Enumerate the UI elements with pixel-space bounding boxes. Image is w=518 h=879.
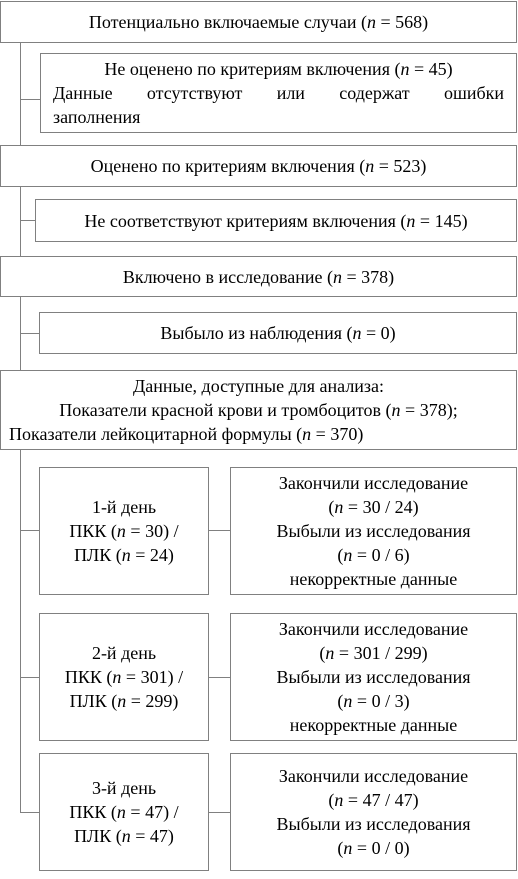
day-3-finished-value [328,788,418,812]
day-3-dropped-numbers: = 0 / 0) [352,838,410,858]
day-2-finished-n: n [325,643,335,663]
day-2-dropped-numbers: = 0 / 3) [352,691,410,711]
day-2-note: некорректные данные [289,715,458,735]
day-2-pkk-label: ПКК ( [64,667,113,687]
day-1-plk-value: = 24) [130,545,174,565]
potential-cases-n: n [366,12,376,32]
potential-cases-box [0,1,517,43]
dropped-text [160,321,395,345]
day-3-plk-value: = 47) [130,826,174,846]
not-matching-text [84,209,467,233]
day-3-result-box [230,753,517,871]
day-3-plk-n: n [121,826,131,846]
day-2-finished-value [319,641,427,665]
day-3-finished-label: Закончили исследование [278,766,469,786]
available-rbc-label: Показатели красной крови и тромбоцитов ( [59,400,392,420]
day-1-dropped-open: ( [337,545,344,565]
potential-cases-value: = 568) [375,12,429,32]
day-3-pkk [69,800,178,824]
day-2-finished-numbers: = 301 / 299) [334,643,428,663]
day-3-plk [74,824,174,848]
dropped-box [39,312,517,354]
day-3-finished-open: ( [328,790,335,810]
not-assessed-title [104,57,452,81]
day-3-box [39,753,209,871]
day-1-result-box [230,467,517,595]
not-assessed-reason-line1: Данные отсутствуют или содержат ошибки [53,83,504,103]
available-wbc-n: n [302,424,312,444]
branch-connector-not-matching [20,220,35,221]
day-2-plk-label: ПЛК ( [69,691,118,711]
day-1-finished-value [328,495,418,519]
day-3-pkk-n: n [116,802,126,822]
day-2-dropped-value [337,689,409,713]
not-assessed-value: = 45) [409,59,453,79]
assessed-box [0,145,517,187]
potential-cases-text [89,10,428,34]
dropped-n: n [352,323,362,343]
potential-cases-label: Потенциально включаемые случаи ( [88,12,367,32]
day-2-result-box [230,613,517,741]
branch-connector-day-2 [20,677,39,678]
not-assessed-label: Не оценено по критериям включения ( [104,59,401,79]
day-1-dropped-value [337,543,409,567]
branch-connector-dropped [20,333,39,334]
day-1-pkk-n: n [116,521,126,541]
day-3-dropped-label: Выбыли из исследования [276,814,471,834]
day-1-finished-label: Закончили исследование [278,473,469,493]
not-assessed-box [40,53,517,133]
day-2-plk-value: = 299) [126,691,179,711]
branch-connector-day-1 [20,530,39,531]
day-1-box [39,467,209,595]
main-spine-connector [20,42,21,374]
available-rbc-value: = 378); [400,400,458,420]
dropped-value: = 0) [361,323,396,343]
not-matching-value: = 145) [415,210,468,231]
included-label: Включено в исследование ( [122,266,334,287]
day-2-dropped-open: ( [337,691,344,711]
day-2-plk-n: n [117,691,127,711]
branch-connector-not-assessed [20,99,40,100]
day-1-link-connector [209,530,230,531]
not-matching-n: n [406,210,416,231]
day-1-finished-open: ( [328,497,335,517]
day-1-dropped-n: n [343,545,353,565]
included-value: = 378) [342,266,395,287]
day-2-pkk [65,665,183,689]
available-rbc-n: n [391,400,401,420]
assessed-label: Оценено по критериям включения ( [90,156,366,176]
day-1-plk-n: n [121,545,131,565]
day-3-pkk-label: ПКК ( [69,802,117,822]
day-3-title: 3-й день [91,778,157,798]
day-2-title: 2-й день [91,643,157,663]
day-2-finished-label: Закончили исследование [278,619,469,639]
available-data-rbc [59,398,457,422]
day-1-plk-label: ПЛК ( [74,545,122,565]
day-3-dropped-open: ( [337,838,344,858]
available-data-wbc [9,422,363,446]
day-1-title: 1-й день [91,497,157,517]
day-1-finished-numbers: = 30 / 24) [343,497,419,517]
day-2-finished-open: ( [319,643,326,663]
day-1-pkk-value: = 30) / [125,521,179,541]
day-2-plk [70,689,179,713]
assessed-n: n [365,156,375,176]
day-3-plk-label: ПЛК ( [74,826,122,846]
available-wbc-value: = 370) [311,424,364,444]
not-matching-label: Не соответствуют критериям включения ( [84,210,407,231]
day-1-dropped-numbers: = 0 / 6) [352,545,410,565]
day-1-pkk-label: ПКК ( [69,521,117,541]
day-2-pkk-n: n [112,667,122,687]
available-data-box [0,370,517,450]
included-n: n [333,266,343,287]
day-3-finished-numbers: = 47 / 47) [343,790,419,810]
day-3-dropped-n: n [343,838,353,858]
day-3-finished-n: n [334,790,344,810]
not-matching-box [35,199,517,242]
day-1-dropped-label: Выбыли из исследования [276,521,471,541]
not-assessed-n: n [400,59,410,79]
day-2-box [39,613,209,741]
dropped-label: Выбыло из наблюдения ( [160,323,353,343]
day-2-pkk-value: = 301) / [121,667,184,687]
day-1-plk [74,543,174,567]
available-wbc-label: Показатели лейкоцитарной формулы ( [9,424,303,444]
day-3-link-connector [209,812,230,813]
day-3-pkk-value: = 47) / [125,802,179,822]
day-1-finished-n: n [334,497,344,517]
day-3-dropped-value [337,836,409,860]
available-data-title: Данные, доступные для анализа: [132,376,385,396]
included-box [0,256,517,297]
day-1-note: некорректные данные [289,569,458,589]
included-text [123,265,394,289]
day-2-dropped-label: Выбыли из исследования [276,667,471,687]
day-2-dropped-n: n [343,691,353,711]
branch-connector-day-3 [20,812,39,813]
day-2-link-connector [209,677,230,678]
days-spine-connector [20,449,21,813]
not-assessed-reason-line2: заполнения [53,107,141,127]
assessed-text [91,154,427,178]
assessed-value: = 523) [374,156,427,176]
day-1-pkk [69,519,178,543]
